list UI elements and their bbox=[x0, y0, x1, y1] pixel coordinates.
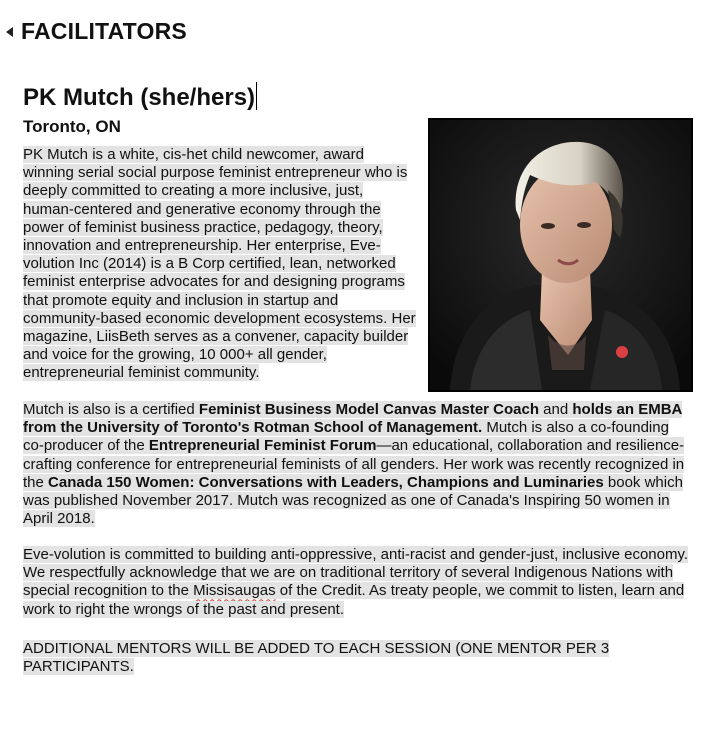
collapse-arrow-icon[interactable] bbox=[6, 27, 13, 37]
credentials-bold-2: holds an EMBA from the University of Toronto's Rotman School of Management. bbox=[23, 401, 683, 437]
section-title: FACILITATORS bbox=[21, 18, 187, 44]
credentials-text-2: and bbox=[539, 401, 573, 418]
facilitator-bio bbox=[23, 146, 418, 383]
facilitator-portrait bbox=[428, 118, 693, 392]
facilitator-name-line bbox=[23, 82, 257, 112]
misspelled-word[interactable]: Missisaugas bbox=[193, 582, 276, 600]
credentials-text-3: Mutch is also a co-founding co-producer of the bbox=[23, 419, 669, 455]
paragraph-mentors-note bbox=[23, 640, 693, 676]
mentors-note-text: ADDITIONAL MENTORS WILL BE ADDED TO EACH SESSION (ONE MENTOR PER 3 PARTICIPANTS. bbox=[23, 640, 610, 676]
credentials-text-5: book which was published November 2017. Mutch was recognized as one of Canada's Inspiring 50 women in April 2018. bbox=[23, 473, 683, 528]
acknowledgement-text-2: of the Credit. As treaty people, we commit to listen, learn and work to right the wrongs of the past and present. bbox=[23, 582, 685, 618]
acknowledgement-text-1: Eve-volution is committed to building anti-oppressive, anti-racist and gender-just, inclusive economy. We respectfully acknowledge that we are on traditional territory of several Indigenous Nations with special recognition to the bbox=[23, 546, 689, 600]
facilitator-location: Toronto, ON bbox=[23, 117, 121, 136]
text-cursor bbox=[256, 82, 257, 110]
credentials-bold-1: Feminist Business Model Canvas Master Coach bbox=[198, 401, 540, 418]
credentials-text-4: —an educational, collaboration and resilience-crafting conference for entrepreneurial feminists of all genders. Her work was recently recognized in the bbox=[23, 437, 685, 491]
facilitator-name: PK Mutch (she/hers) bbox=[23, 84, 256, 111]
bio-text: PK Mutch is a white, cis-het child newcomer, award winning serial social purpose feminist entrepreneur who is deeply committed to creating a more inclusive, just, human-centered and generative economy through the power of feminist business practice, pedagogy, theory, innovation and entrepreneurship. Her enterprise, Eve-volution Inc (2014) is a B Corp certified, lean, networked feminist enterprise advocates for and designing programs that promote equity and inclusion in startup and community-based economic development ecosystems. Her magazine, LiisBeth serves as a convener, capacity builder and voice for the growing, 10 000+ all gender, entrepreneurial feminist community. bbox=[23, 146, 416, 382]
section-header[interactable] bbox=[6, 18, 187, 45]
credentials-bold-4: Canada 150 Women: Conversations with Leaders, Champions and Luminaries bbox=[48, 473, 604, 491]
credentials-bold-3: Entrepreneurial Feminist Forum bbox=[148, 437, 377, 455]
paragraph-credentials bbox=[23, 401, 693, 528]
credentials-text-1: Mutch is also is a certified bbox=[23, 401, 199, 418]
paragraph-land-acknowledgement bbox=[23, 546, 693, 619]
